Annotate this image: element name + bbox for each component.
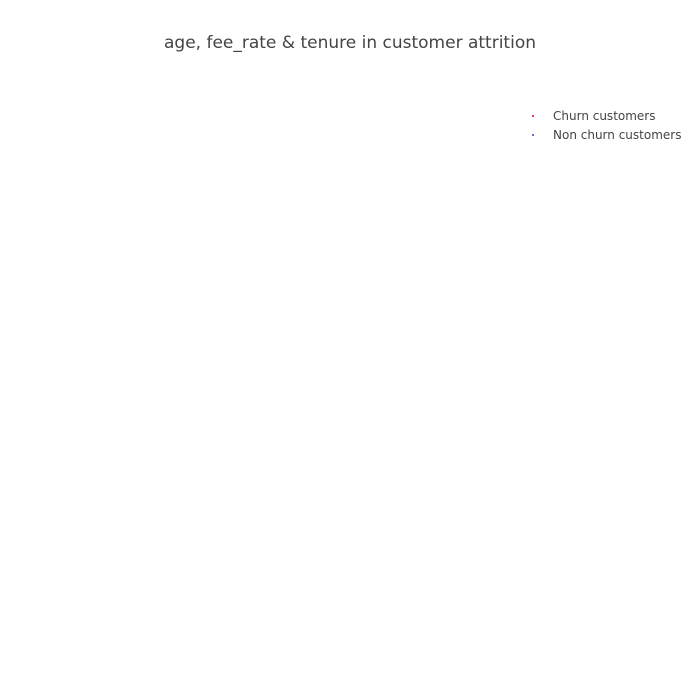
legend-marker-churn xyxy=(532,115,534,117)
legend-item-churn[interactable] xyxy=(528,106,681,125)
legend[interactable] xyxy=(528,106,681,144)
legend-item-non-churn[interactable] xyxy=(528,125,681,144)
legend-marker-non-churn xyxy=(532,134,534,136)
legend-label-churn: Churn customers xyxy=(553,108,656,123)
legend-label-non-churn: Non churn customers xyxy=(553,127,682,142)
chart-title: age, fee_rate & tenure in customer attrition xyxy=(163,33,536,53)
